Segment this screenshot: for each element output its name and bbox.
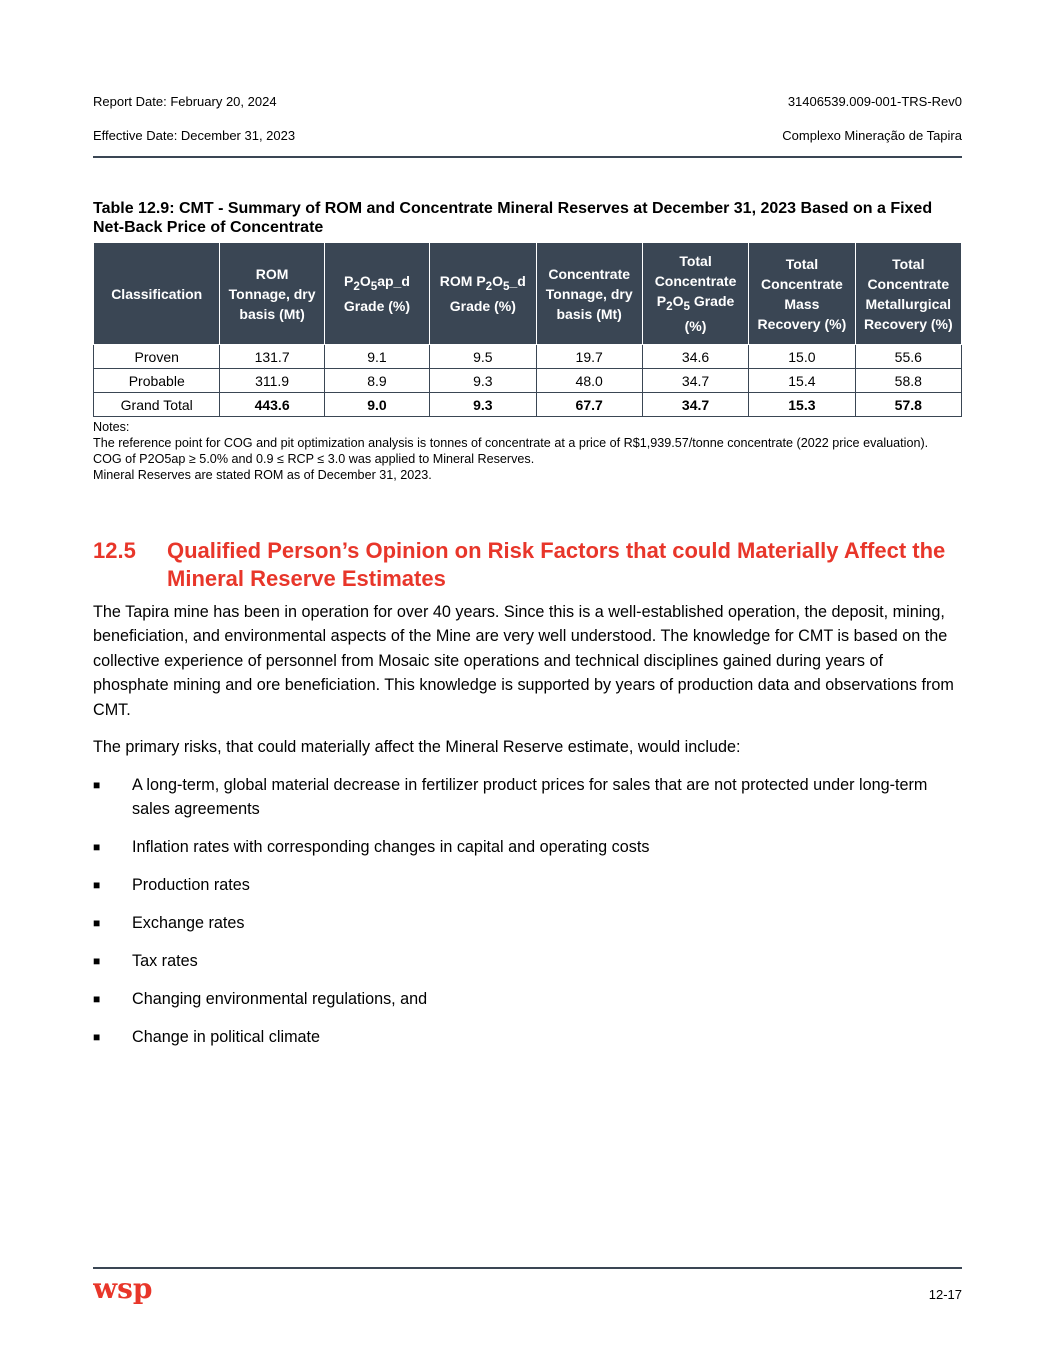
report-date: Report Date: February 20, 2024 [93, 94, 277, 109]
paragraph: The primary risks, that could materially affect the Mineral Reserve estimate, would include: [93, 738, 741, 756]
col-header-metallurgical-recovery: Total Concentrate Metallurgical Recovery (%) [855, 243, 961, 345]
section-heading [93, 537, 962, 593]
list-item [93, 873, 962, 897]
table-notes [93, 419, 962, 483]
mineral-reserves-table [93, 242, 962, 417]
bullet-square-icon: ■ [93, 778, 101, 792]
table-cell: 19.7 [536, 345, 642, 369]
table-cell: 58.8 [855, 369, 961, 393]
list-item-text: Tax rates [132, 952, 198, 971]
list-item-text: Exchange rates [132, 914, 245, 933]
table-cell: 9.3 [430, 369, 536, 393]
table-cell: 9.1 [324, 345, 429, 369]
col-header-rom-p2o5-grade: ROM $P_2O_5\_d$ Grade (%) [430, 243, 536, 345]
section-title: Qualified Person’s Opinion on Risk Factors that could Materially Affect the Mineral Reserve Estimates [167, 538, 946, 591]
table-cell: 9.3 [430, 393, 536, 417]
table-cell: 9.0 [324, 393, 429, 417]
table-row-total [94, 393, 962, 417]
table-row [94, 369, 962, 393]
table-cell: 9.5 [430, 345, 536, 369]
bullet-square-icon: ■ [93, 954, 101, 969]
document-id: 31406539.009-001-TRS-Rev0 [787, 94, 962, 109]
table-cell: 131.7 [220, 345, 324, 369]
table-cell: 34.7 [642, 393, 748, 417]
table-cell: 15.4 [749, 369, 855, 393]
list-item-text: Inflation rates with corresponding changes in capital and operating costs [132, 838, 650, 857]
table-cell: Probable [94, 369, 220, 393]
table-cell: 48.0 [536, 369, 642, 393]
project-name: Complexo Mineração de Tapira [782, 128, 962, 143]
list-item [93, 987, 962, 1011]
col-header-p2o5ap-grade: $P_2O_5ap\_d$ Grade (%) [324, 243, 429, 345]
bullet-square-icon: ■ [93, 878, 101, 893]
list-item-text: Changing environmental regulations, and [132, 990, 428, 1009]
col-header-concentrate-p2o5-grade: Total Concentrate $P_2O_5$ Grade (%) [642, 243, 748, 345]
table-header-row [94, 243, 962, 345]
list-item-text: A long-term, global material decrease in fertilizer product prices for sales that are not protected under long-term sales agreements [132, 776, 928, 819]
table-cell: 55.6 [855, 345, 961, 369]
notes-label: Notes: [93, 420, 130, 434]
list-item [93, 835, 962, 859]
table-cell: 34.6 [642, 345, 748, 369]
table-row [94, 345, 962, 369]
bullet-square-icon: ■ [93, 992, 101, 1007]
risk-list [93, 773, 962, 1063]
paragraph: The Tapira mine has been in operation for over 40 years. Since this is a well-established operation, the deposit, mining, beneficiation, and environmental aspects of the Mine are very well understood. The knowledge for CMT is based on the collective experience of personnel from Mosaic site operations and technical disciplines gained during years of phosphate mining and ore beneficiation. This knowledge is supported by years of production data and observations from CMT. [93, 603, 954, 719]
list-item [93, 1025, 962, 1049]
list-item [93, 773, 962, 822]
col-header-classification: Classification [94, 243, 220, 345]
col-header-mass-recovery: Total Concentrate Mass Recovery (%) [749, 243, 855, 345]
section-number: 12.5 [93, 538, 136, 563]
list-item-text: Production rates [132, 876, 250, 895]
table-cell: 443.6 [220, 393, 324, 417]
note-line: The reference point for COG and pit optimization analysis is tonnes of concentrate at a price of R$1,939.57/tonne concentrate (2022 price evaluation). [93, 436, 929, 450]
list-item [93, 911, 962, 935]
col-header-rom-tonnage: ROM Tonnage, dry basis (Mt) [220, 243, 324, 345]
bullet-square-icon: ■ [93, 1030, 101, 1045]
bullet-square-icon: ■ [93, 840, 101, 855]
header-row-2 [93, 128, 962, 143]
logo-text: wsp [93, 1274, 153, 1305]
table-cell: Proven [94, 345, 220, 369]
page-number: 12-17 [928, 1287, 962, 1302]
header-divider [93, 156, 962, 158]
list-item [93, 949, 962, 973]
table-cell: 15.3 [749, 393, 855, 417]
table-cell: 15.0 [749, 345, 855, 369]
table-cell: 8.9 [324, 369, 429, 393]
effective-date: Effective Date: December 31, 2023 [93, 128, 296, 143]
table-title: Table 12.9: CMT - Summary of ROM and Concentrate Mineral Reserves at December 31, 2023 Based on a Fixed Net-Back Price of Concentrate [93, 200, 933, 236]
note-line: COG of P2O5ap ≥ 5.0% and 0.9 ≤ RCP ≤ 3.0 was applied to Mineral Reserves. [93, 452, 535, 466]
footer-divider [93, 1267, 962, 1269]
wsp-logo [93, 1274, 157, 1310]
header-row-1 [93, 94, 962, 109]
list-item-text: Change in political climate [132, 1028, 321, 1047]
table-cell: 311.9 [220, 369, 324, 393]
col-header-concentrate-tonnage: Concentrate Tonnage, dry basis (Mt) [536, 243, 642, 345]
note-line: Mineral Reserves are stated ROM as of December 31, 2023. [93, 468, 432, 482]
table-cell: 67.7 [536, 393, 642, 417]
bullet-square-icon: ■ [93, 916, 101, 931]
table-cell: 57.8 [855, 393, 961, 417]
table-cell: Grand Total [94, 393, 220, 417]
table-cell: 34.7 [642, 369, 748, 393]
